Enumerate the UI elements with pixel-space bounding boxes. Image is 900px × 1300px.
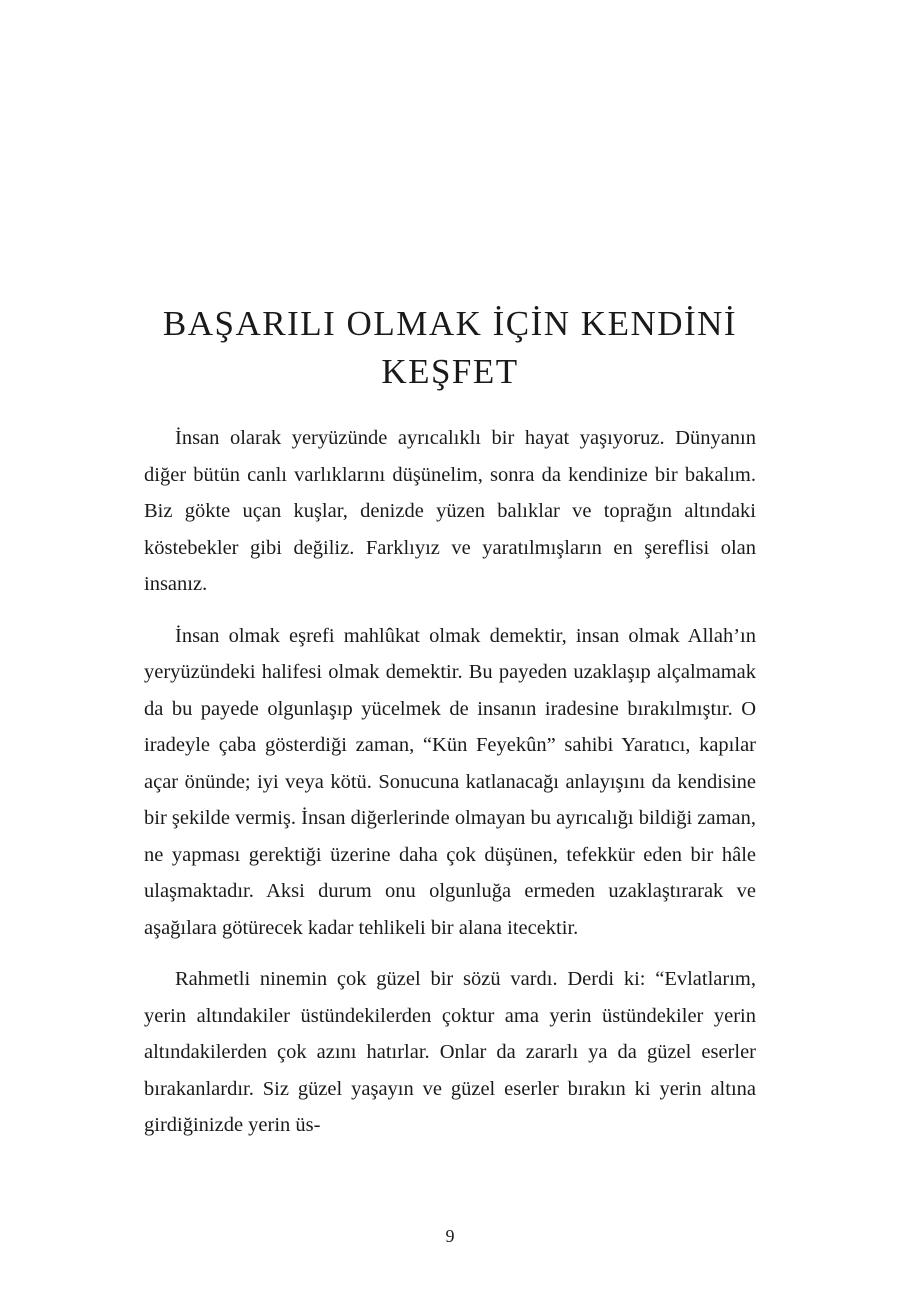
paragraph-3: Rahmetli ninemin çok güzel bir sözü vardı. Derdi ki: “Evlatlarım, yerin altındakiler üstündekilerden çoktur ama yerin üstündekiler yerin altındakilerden çok azını hatırlar. Onlar da zararlı ya da güzel eserler bırakanlardır. Siz güzel yaşayın ve güzel eserler bırakın ki yerin altına girdiğinizde yerin üs- [144, 968, 756, 1136]
chapter-title-line-2: KEŞFET [381, 352, 519, 391]
chapter-title-line-1: BAŞARILI OLMAK İÇİN KENDİNİ [162, 304, 738, 343]
paragraph-1: İnsan olarak yeryüzünde ayrıcalıklı bir hayat yaşıyoruz. Dünyanın diğer bütün canlı varlıklarını düşünelim, sonra da kendinize bir bakalım. Biz gökte uçan kuşlar, denizde yüzen balıklar ve toprağın altındaki köstebekler gibi değiliz. Farklıyız ve yaratılmışların en şereflisi olan insanız. [144, 427, 756, 595]
chapter-title [140, 300, 760, 396]
paragraph-2: İnsan olmak eşrefi mahlûkat olmak demektir, insan olmak Allah’ın yeryüzündeki halifesi olmak demektir. Bu payeden uzaklaşıp alçalmamak da bu payede olgunlaşıp yücelmek de insanın iradesine bırakılmıştır. O iradeyle çaba gösterdiği zaman, “Kün Feyekûn” sahibi Yaratıcı, kapılar açar önünde; iyi veya kötü. Sonucuna katlanacağı anlayışını da kendisine bir şekilde vermiş. İnsan diğerlerinde olmayan bu ayrıcalığı bildiği zaman, ne yapması gerektiği üzerine daha çok düşünen, tefekkür eden bir hâle ulaşmaktadır. Aksi durum onu olgunluğa ermeden uzaklaştırarak ve aşağılara götürecek kadar tehlikeli bir alana itecektir. [144, 624, 756, 939]
page-number: 9 [445, 1226, 455, 1246]
body-text [144, 420, 756, 1159]
